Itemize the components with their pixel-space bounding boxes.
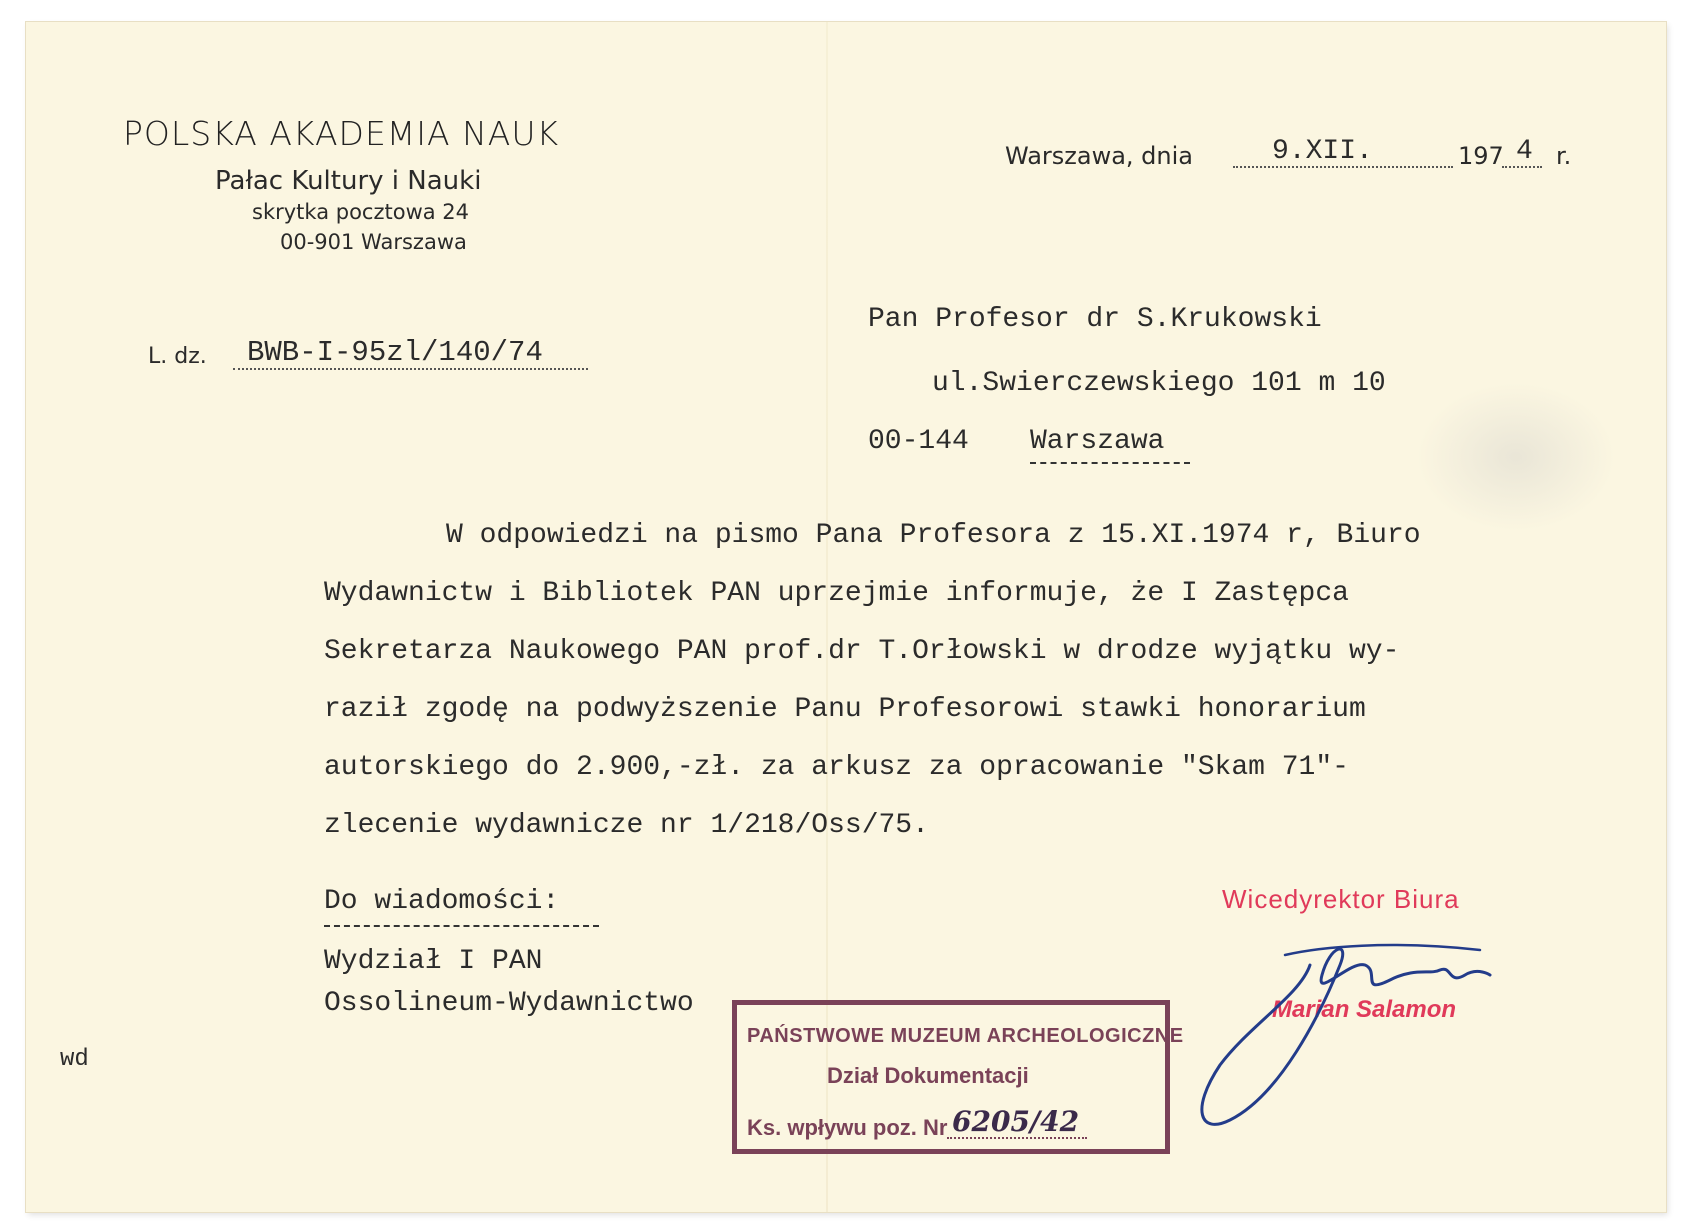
recipient-city-underline	[1030, 462, 1190, 464]
body-line-6: zlecenie wydawnicze nr 1/218/Oss/75.	[324, 810, 929, 841]
body-line-2: Wydawnictw i Bibliotek PAN uprzejmie informuje, że I Zastępca	[324, 578, 1349, 609]
body-line-1: W odpowiedzi na pismo Pana Profesora z 15.XI.1974 r, Biuro	[446, 520, 1421, 551]
date-day-month: 9.XII.	[1272, 136, 1373, 167]
signature-handwriting-icon	[1190, 905, 1520, 1135]
museum-stamp-number: 6205/42	[952, 1105, 1080, 1138]
letterhead-org: POLSKA AKADEMIA NAUK	[123, 114, 560, 153]
signature-stamp-name: Marian Salamon	[1272, 996, 1457, 1023]
body-line-3: Sekretarza Naukowego PAN prof.dr T.Orłowski w drodze wyjątku wy-	[324, 636, 1400, 667]
recipient-line-2: ul.Swierczewskiego 101 m 10	[932, 368, 1386, 399]
recipient-postcode: 00-144	[868, 426, 969, 457]
distribution-item-2: Ossolineum-Wydawnictwo	[324, 988, 694, 1019]
letterhead-line-2: skrytka pocztowa 24	[252, 200, 470, 224]
distribution-heading-underline	[324, 925, 599, 927]
distribution-heading: Do wiadomości:	[324, 886, 560, 917]
date-year-digit: 4	[1516, 136, 1533, 167]
date-suffix: r.	[1556, 142, 1572, 170]
letterhead-line-1: Pałac Kultury i Nauki	[215, 166, 482, 196]
museum-stamp	[732, 1000, 1184, 1154]
recipient-line-1: Pan Profesor dr S.Krukowski	[868, 304, 1322, 335]
body-line-5: autorskiego do 2.900,-zł. za arkusz za opracowanie "Skam 71"-	[324, 752, 1349, 783]
reference-value: BWB-I-95zl/140/74	[247, 336, 543, 369]
recipient-city: Warszawa	[1030, 426, 1165, 457]
letterhead-line-3: 00-901 Warszawa	[280, 230, 467, 254]
museum-stamp-line-2: Dział Dokumentacji	[827, 1063, 1029, 1088]
typist-initials: wd	[60, 1046, 89, 1073]
date-prefix: Warszawa, dnia	[1005, 142, 1193, 170]
signature-stamp-title: Wicedyrektor Biura	[1222, 884, 1460, 914]
museum-stamp-line-3-label: Ks. wpływu poz. Nr	[747, 1115, 948, 1140]
reference-label: L. dz.	[148, 344, 207, 369]
date-year-prefix: 197	[1458, 142, 1504, 170]
distribution-item-1: Wydział I PAN	[324, 946, 543, 977]
body-line-4: raził zgodę na podwyższenie Panu Profesorowi stawki honorarium	[324, 694, 1366, 725]
museum-stamp-line-1: PAŃSTWOWE MUZEUM ARCHEOLOGICZNE	[747, 1025, 1184, 1047]
paper-smudge	[1416, 382, 1616, 532]
